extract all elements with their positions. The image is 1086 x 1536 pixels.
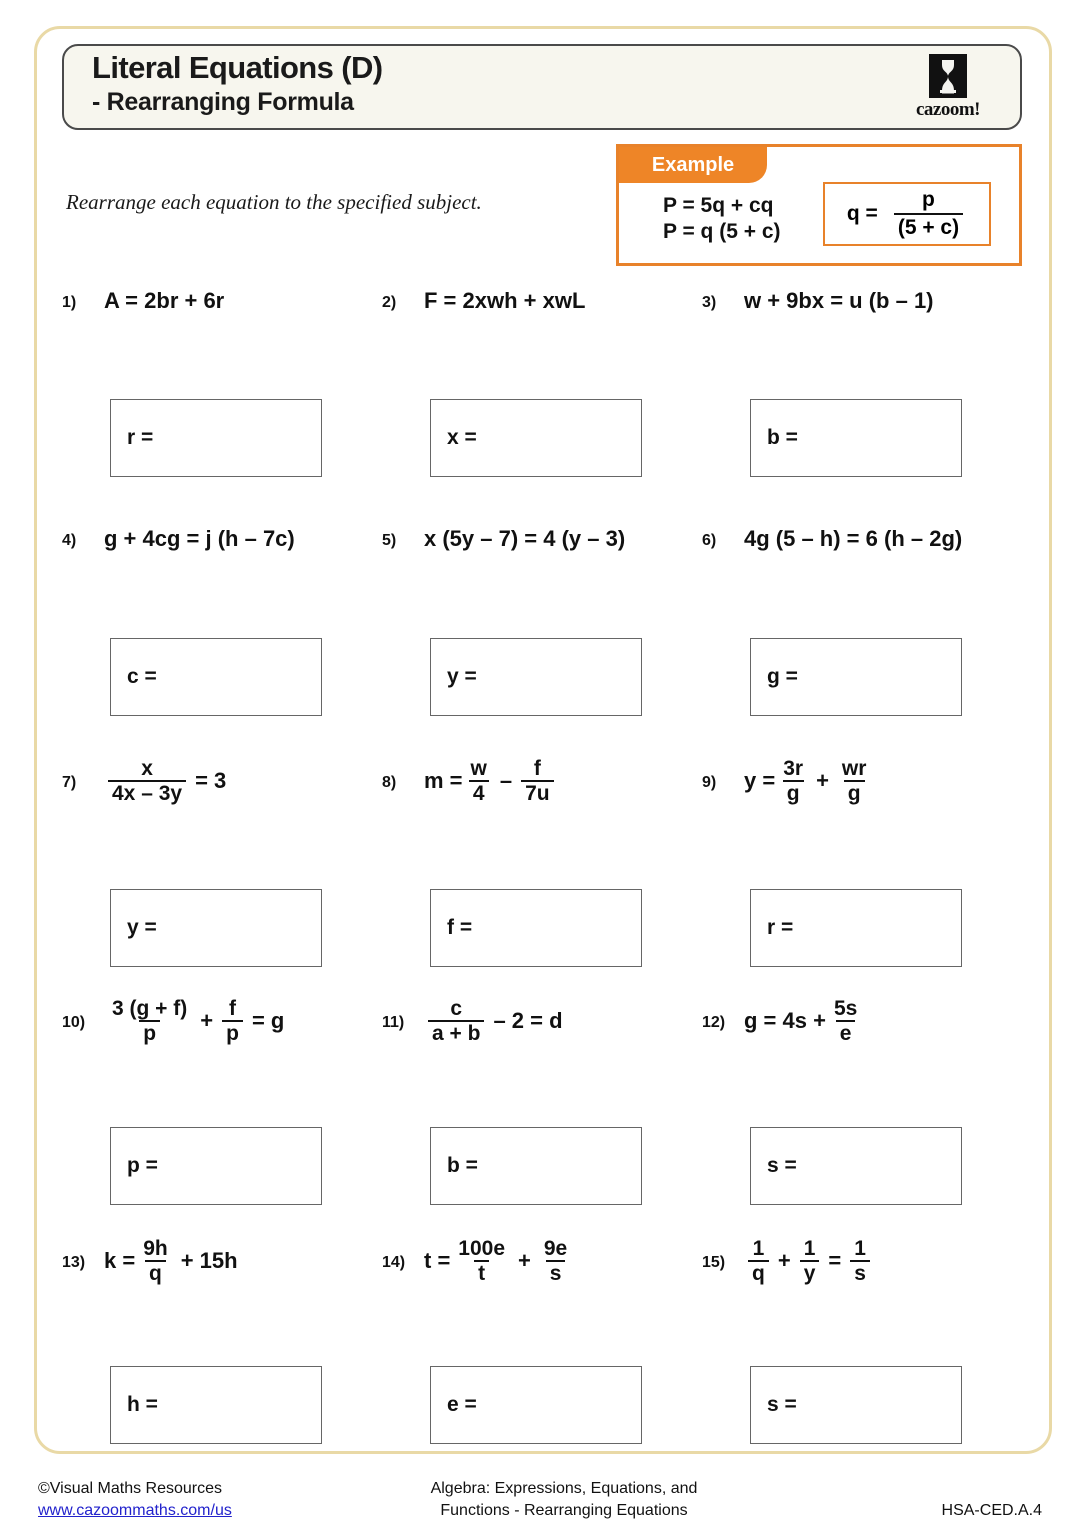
numerator: 1: [752, 1237, 765, 1260]
denominator: 4x – 3y: [108, 780, 186, 804]
answer-box-1[interactable]: [110, 399, 322, 477]
question-row-5: [62, 1232, 1022, 1290]
question-expression: g + 4cg = j (h – 7c): [104, 526, 295, 551]
fraction: [222, 998, 243, 1044]
instruction-text: Rearrange each equation to the specified subject.: [66, 190, 482, 214]
example-panel: [616, 144, 1022, 266]
fraction: [428, 998, 484, 1044]
denominator: s: [850, 1260, 870, 1284]
answer-row-1: [62, 399, 1022, 477]
question-row-3: [62, 752, 1022, 810]
question-expression: [424, 998, 568, 1044]
question-expression: [744, 998, 865, 1044]
fraction: [108, 758, 186, 804]
operator: =: [828, 1248, 842, 1273]
answer-cell-1: [62, 399, 382, 477]
question-4: [62, 510, 382, 568]
answer-box-14[interactable]: [430, 1366, 642, 1444]
question-number: 1): [62, 294, 77, 311]
answer-label: b =: [767, 426, 798, 449]
numerator: w: [470, 757, 487, 780]
answer-label: c =: [127, 665, 157, 688]
answer-box-15[interactable]: [750, 1366, 962, 1444]
question-number: 3): [702, 294, 717, 311]
question-expression: 4g (5 – h) = 6 (h – 2g): [744, 526, 963, 551]
page-subtitle: - Rearranging Formula: [92, 88, 354, 116]
question-2: [382, 272, 702, 330]
answer-label: y =: [127, 916, 157, 939]
footer-left: [38, 1478, 232, 1522]
answer-box-6[interactable]: [750, 638, 962, 716]
answer-label: f =: [447, 916, 473, 939]
denominator: g: [844, 780, 865, 804]
answer-cell-8: [382, 889, 702, 967]
question-1: [62, 272, 382, 330]
answer-box-8[interactable]: [430, 889, 642, 967]
question-number: 14): [382, 1254, 406, 1271]
question-number: 6): [702, 532, 717, 549]
example-answer-numerator: p: [922, 188, 935, 211]
answer-label: p =: [127, 1154, 158, 1177]
operator: +: [816, 768, 829, 793]
expression-tail: – 2 = d: [493, 1008, 563, 1033]
denominator: q: [748, 1260, 769, 1284]
fraction: [467, 758, 491, 804]
answer-cell-11: [382, 1127, 702, 1205]
denominator: g: [783, 780, 804, 804]
answer-box-4[interactable]: [110, 638, 322, 716]
question-15: [702, 1232, 1022, 1290]
example-working: [663, 193, 781, 245]
question-number: 13): [62, 1254, 86, 1271]
answer-cell-4: [62, 638, 382, 716]
answer-cell-12: [702, 1127, 1022, 1205]
answer-label: r =: [127, 426, 154, 449]
fraction: [139, 1238, 172, 1284]
answer-box-13[interactable]: [110, 1366, 322, 1444]
fraction: [838, 758, 871, 804]
answer-cell-15: [702, 1366, 1022, 1444]
question-6: [702, 510, 1022, 568]
answer-row-4: [62, 1127, 1022, 1205]
answer-label: g =: [767, 665, 798, 688]
expression-lead: g = 4s +: [744, 1008, 826, 1033]
fraction: [850, 1238, 870, 1284]
page-title: Literal Equations (D): [92, 50, 383, 85]
answer-label: s =: [767, 1393, 797, 1416]
denominator: y: [800, 1260, 820, 1284]
answer-label: e =: [447, 1393, 477, 1416]
answer-box-5[interactable]: [430, 638, 642, 716]
answer-box-2[interactable]: [430, 399, 642, 477]
answer-cell-2: [382, 399, 702, 477]
topic-line-2: Functions - Rearranging Equations: [440, 1502, 688, 1519]
question-number: 7): [62, 774, 77, 791]
website-link[interactable]: www.cazoommaths.com/us: [38, 1502, 232, 1519]
answer-box-9[interactable]: [750, 889, 962, 967]
question-number: 5): [382, 532, 397, 549]
question-number: 12): [702, 1014, 726, 1031]
answer-label: h =: [127, 1393, 158, 1416]
operator: +: [200, 1008, 214, 1033]
logo-wordmark: cazoom!: [915, 99, 981, 120]
question-14: [382, 1232, 702, 1290]
denominator: s: [546, 1260, 566, 1284]
question-expression: [744, 758, 874, 804]
example-answer-denominator: (5 + c): [894, 213, 963, 240]
numerator: f: [533, 757, 541, 780]
answer-row-5: [62, 1366, 1022, 1444]
question-number: 10): [62, 1014, 86, 1031]
operator: –: [499, 768, 513, 793]
expression-lead: k =: [104, 1248, 136, 1273]
answer-cell-14: [382, 1366, 702, 1444]
expression-lead: m =: [424, 768, 463, 793]
question-3: [702, 272, 1022, 330]
operator: +: [518, 1248, 531, 1273]
example-tab-label: Example: [619, 147, 767, 183]
question-13: [62, 1232, 382, 1290]
example-answer-box: [823, 182, 991, 246]
example-line-1: P = 5q + cq: [663, 194, 774, 217]
answer-label: y =: [447, 665, 477, 688]
denominator: e: [836, 1020, 856, 1044]
answer-box-12[interactable]: [750, 1127, 962, 1205]
fraction: [521, 758, 554, 804]
numerator: c: [450, 997, 463, 1020]
example-line-2: P = q (5 + c): [663, 220, 781, 243]
numerator: 9e: [543, 1237, 568, 1260]
answer-cell-9: [702, 889, 1022, 967]
question-number: 8): [382, 774, 397, 791]
denominator: q: [145, 1260, 166, 1284]
answer-row-2: [62, 638, 1022, 716]
answer-cell-5: [382, 638, 702, 716]
answer-box-3[interactable]: [750, 399, 962, 477]
hourglass-vase-icon: [929, 54, 967, 98]
question-9: [702, 752, 1022, 810]
numerator: wr: [841, 757, 867, 780]
numerator: 1: [854, 1237, 866, 1260]
question-expression: A = 2br + 6r: [104, 288, 225, 313]
question-row-1: [62, 272, 1022, 330]
question-11: [382, 992, 702, 1050]
question-expression: [744, 1238, 874, 1284]
numerator: f: [229, 997, 237, 1020]
answer-box-11[interactable]: [430, 1127, 642, 1205]
question-10: [62, 992, 382, 1050]
expression-lead: y =: [744, 768, 776, 793]
question-expression: w + 9bx = u (b – 1): [744, 288, 934, 313]
answer-cell-6: [702, 638, 1022, 716]
worksheet-header: [62, 44, 1022, 130]
question-5: [382, 510, 702, 568]
question-expression: [104, 758, 231, 804]
answer-row-3: [62, 889, 1022, 967]
numerator: 1: [803, 1237, 816, 1260]
denominator: t: [474, 1260, 489, 1284]
question-number: 11): [382, 1014, 405, 1031]
question-expression: [104, 998, 289, 1044]
standard-code: HSA-CED.A.4: [941, 1502, 1042, 1519]
denominator: 7u: [521, 780, 554, 804]
numerator: 3 (g + f): [112, 997, 188, 1020]
expression-tail: + 15h: [180, 1248, 238, 1273]
topic-line-1: Algebra: Expressions, Equations, and: [430, 1480, 698, 1497]
numerator: 5s: [833, 997, 858, 1020]
question-12: [702, 992, 1022, 1050]
footer-topic: [374, 1478, 754, 1522]
fraction: [748, 1238, 769, 1284]
copyright-text: ©Visual Maths Resources: [38, 1480, 223, 1497]
fraction: [830, 998, 861, 1044]
question-expression: [424, 758, 558, 804]
question-number: 9): [702, 774, 717, 791]
expression-lead: t =: [424, 1248, 451, 1273]
answer-box-7[interactable]: [110, 889, 322, 967]
fraction: [108, 998, 191, 1044]
numerator: 100e: [458, 1237, 506, 1260]
question-7: [62, 752, 382, 810]
question-expression: [424, 1238, 575, 1284]
denominator: 4: [469, 780, 489, 804]
answer-label: x =: [447, 426, 477, 449]
answer-cell-7: [62, 889, 382, 967]
numerator: x: [141, 757, 153, 780]
numerator: 3r: [783, 757, 804, 780]
question-8: [382, 752, 702, 810]
question-number: 2): [382, 294, 397, 311]
fraction: [540, 1238, 571, 1284]
question-expression: x (5y – 7) = 4 (y – 3): [424, 526, 626, 551]
answer-cell-3: [702, 399, 1022, 477]
expression-tail: = 3: [195, 768, 227, 793]
answer-cell-10: [62, 1127, 382, 1205]
answer-label: s =: [767, 1154, 797, 1177]
answer-label: r =: [767, 916, 794, 939]
fraction: [779, 758, 807, 804]
fraction: [454, 1238, 509, 1284]
denominator: p: [139, 1020, 160, 1044]
cazoom-logo: [896, 54, 1000, 124]
question-number: 4): [62, 532, 77, 549]
example-answer-fraction: [894, 188, 963, 240]
operator: +: [777, 1248, 791, 1273]
question-row-2: [62, 510, 1022, 568]
expression-tail: = g: [251, 1008, 285, 1033]
question-row-4: [62, 992, 1022, 1050]
question-expression: [104, 1238, 243, 1284]
question-number: 15): [702, 1254, 726, 1271]
answer-label: b =: [447, 1154, 478, 1177]
worksheet-footer: [34, 1478, 1052, 1536]
numerator: 9h: [143, 1237, 168, 1260]
example-answer-lhs: q =: [846, 202, 878, 225]
denominator: p: [222, 1020, 243, 1044]
answer-box-10[interactable]: [110, 1127, 322, 1205]
fraction: [800, 1238, 820, 1284]
denominator: a + b: [428, 1020, 484, 1044]
answer-cell-13: [62, 1366, 382, 1444]
question-expression: F = 2xwh + xwL: [424, 288, 586, 313]
